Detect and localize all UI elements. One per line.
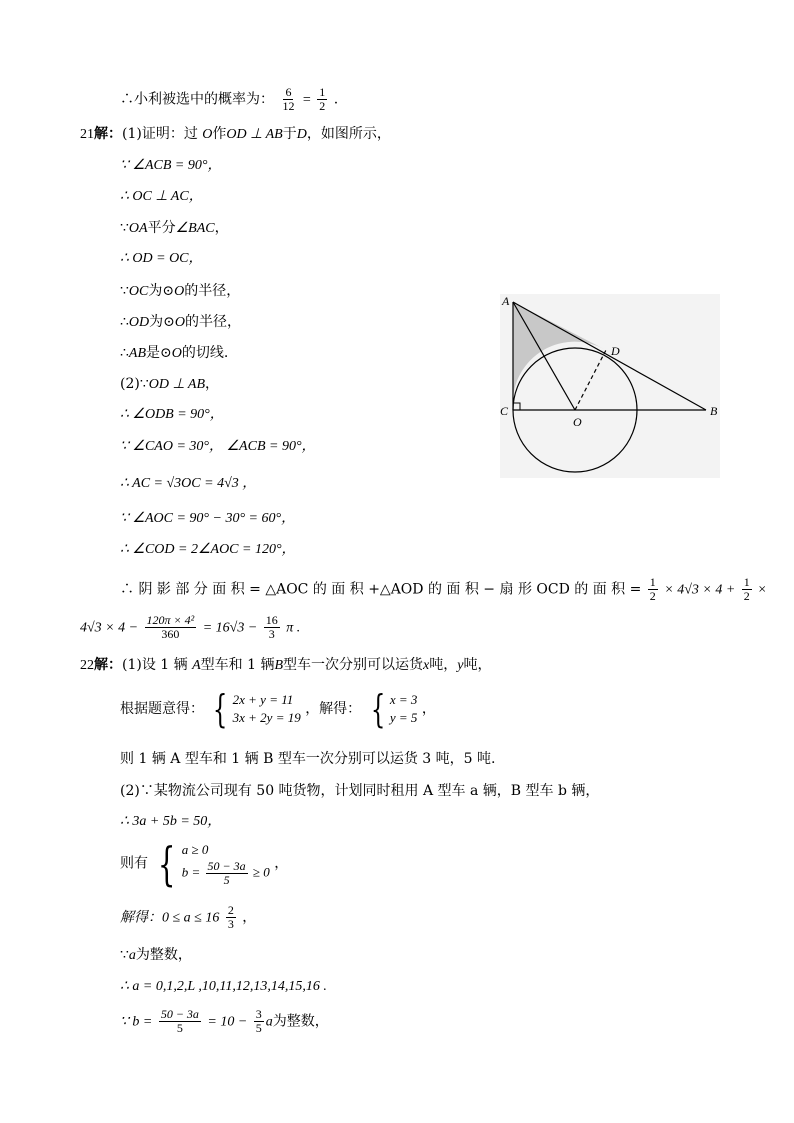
system: { 2x + y = 11 3x + 2y = 19	[213, 687, 301, 731]
math: OD ⊥ AB	[226, 127, 283, 142]
equation: 3x + 2y = 19	[232, 710, 301, 725]
part-2-intro: (2)∵某物流公司现有 50 吨货物，计划同时租用 A 型车 a 辆，B 型车 b 辆，	[120, 783, 600, 799]
fraction: $\frac{\text{120π × 4²}}{360}$	[146, 613, 195, 641]
text: ∴小利被选中的概率为：	[120, 91, 274, 108]
math: OA	[128, 221, 148, 236]
math: O	[171, 346, 182, 361]
step-14	[120, 576, 766, 603]
step-3	[120, 219, 229, 238]
solution-range	[120, 904, 256, 931]
equation: 2x + y = 11	[232, 692, 294, 707]
text: ，	[421, 701, 436, 717]
step-5	[120, 282, 240, 301]
period: .	[333, 91, 339, 108]
step-2: ∴ OC ⊥ AC，	[120, 189, 203, 204]
text: 的半径，	[185, 314, 242, 330]
math: OD ⊥ AB	[148, 377, 206, 392]
inequality-system	[120, 836, 289, 891]
text: ，	[242, 909, 257, 926]
text: (2)∵	[120, 376, 149, 392]
text: 作	[212, 126, 227, 142]
a-values: ∴ a = 0,1,2,L ,10,11,12,13,14,15,16 .	[120, 979, 327, 994]
text: ，如图所示，	[306, 126, 391, 142]
q22-heading	[80, 656, 491, 675]
label-a: A	[502, 294, 510, 308]
step-9: ∴ ∠ODB = 90°，	[120, 407, 224, 422]
text: ∵	[120, 947, 129, 963]
q21-heading	[80, 125, 391, 144]
fraction: $\frac{1}{2}$	[319, 85, 326, 113]
probability-line	[120, 86, 338, 113]
step-6	[120, 313, 241, 332]
math: B	[274, 658, 284, 673]
text: 根据题意得：	[120, 701, 204, 717]
math: D	[296, 127, 307, 142]
text: (1)证明：过	[122, 126, 198, 142]
math: O	[174, 284, 185, 299]
math: 解得：0 ≤ a ≤ 16	[120, 910, 220, 926]
question-number: 22	[80, 658, 94, 673]
fraction: $\frac{1}{2}$	[649, 575, 656, 603]
equation-line: ∴ 3a + 5b = 50，	[120, 814, 222, 829]
math: OC	[128, 284, 149, 299]
text: 则有	[120, 855, 148, 872]
fraction: $\frac{3}{5}$	[255, 1007, 262, 1035]
text: ，	[274, 855, 289, 872]
step-13: ∴ ∠COD = 2∠AOC = 120°，	[120, 542, 296, 557]
math: × 4√3 × 4 +	[664, 582, 736, 598]
step-1: ∵ ∠ACB = 90°，	[120, 158, 222, 173]
equation: y = 5	[389, 710, 418, 725]
label-c: C	[500, 404, 509, 418]
inequality: b = $\frac{50 - 3a}{5}$ ≥ 0	[181, 859, 270, 887]
step-7	[120, 344, 228, 363]
system: { a ≥ 0 b = $\frac{50 - 3a}{5}$ ≥ 0	[158, 836, 270, 891]
step-15	[80, 614, 300, 641]
text: 于	[282, 126, 297, 142]
text: 是⊙	[146, 345, 172, 361]
text: (1)设 1 辆	[122, 657, 188, 673]
step-8	[120, 375, 219, 394]
text: 平分	[147, 220, 176, 236]
text: 为⊙	[149, 314, 175, 330]
text: 的切线.	[181, 345, 229, 361]
math: ∠BAC	[175, 221, 215, 236]
fraction: $\frac{2}{3}$	[227, 903, 234, 931]
solution-label: 解：	[94, 657, 122, 673]
math: x	[423, 658, 430, 673]
label-o: O	[573, 415, 582, 429]
label-b: B	[710, 404, 718, 418]
solution-label: 解：	[94, 126, 122, 142]
equation: x = 3	[389, 692, 418, 707]
math: y	[457, 658, 464, 673]
fraction: $\frac{6}{12}$	[282, 85, 295, 113]
label-d: D	[611, 344, 620, 358]
answer-line-1: 则 1 辆 A 型车和 1 辆 B 型车一次分别可以运货 3 吨，5 吨.	[120, 751, 496, 767]
text: 为整数，	[272, 1013, 329, 1030]
text: ，	[214, 220, 229, 236]
step-12: ∵ ∠AOC = 90° − 30° = 60°，	[120, 511, 296, 526]
text: 型车一次分别可以运货	[283, 657, 424, 673]
text: ∴ 阴 影 部 分 面 积 = △AOC 的 面 积 +△AOD 的 面 积 − 扇 形 OCD 的 面 积 =	[120, 581, 642, 598]
question-number: 21	[80, 127, 94, 142]
text: ，	[205, 376, 220, 392]
fraction: $\frac{50 - 3a}{5}$	[160, 1007, 199, 1035]
text: 为⊙	[148, 283, 175, 299]
math: O	[174, 315, 186, 330]
text: 吨，	[429, 657, 458, 673]
system: { x = 3 y = 5	[370, 687, 418, 731]
fraction: $\frac{1}{2}$	[743, 575, 750, 603]
equals: =	[302, 92, 311, 108]
math: a	[265, 1014, 273, 1030]
equation-system-1	[120, 687, 436, 731]
text: 的半径，	[184, 283, 241, 299]
geometry-figure	[498, 292, 728, 482]
text: ∵	[120, 220, 129, 236]
math: ∵ b =	[120, 1014, 153, 1030]
text: ∴	[120, 345, 129, 361]
step-11: ∴ AC = √3OC = 4√3 ，	[120, 476, 257, 491]
step-10: ∵ ∠CAO = 30°， ∠ACB = 90°，	[120, 439, 316, 454]
b-expression	[120, 1008, 329, 1035]
text: 型车和 1 辆	[200, 657, 275, 673]
math: O	[202, 127, 213, 142]
math: π .	[286, 620, 301, 636]
math: = 16√3 −	[202, 620, 258, 636]
text: 为整数，	[135, 947, 192, 963]
text: ∴	[120, 314, 129, 330]
inequality: a ≥ 0	[181, 842, 209, 857]
math: = 10 −	[207, 1014, 248, 1030]
text: ∵	[120, 283, 129, 299]
integer-note	[120, 946, 192, 965]
math: a	[128, 948, 136, 963]
text: 吨，	[463, 657, 492, 673]
math: OD	[128, 315, 150, 330]
step-4: ∴ OD = OC，	[120, 251, 203, 266]
text: ，解得：	[305, 701, 362, 717]
math: 4√3 × 4 −	[80, 620, 139, 636]
math: AB	[128, 346, 147, 361]
math: ×	[758, 582, 767, 598]
fraction: $\frac{16}{3}$	[265, 613, 278, 641]
math: A	[192, 658, 201, 673]
